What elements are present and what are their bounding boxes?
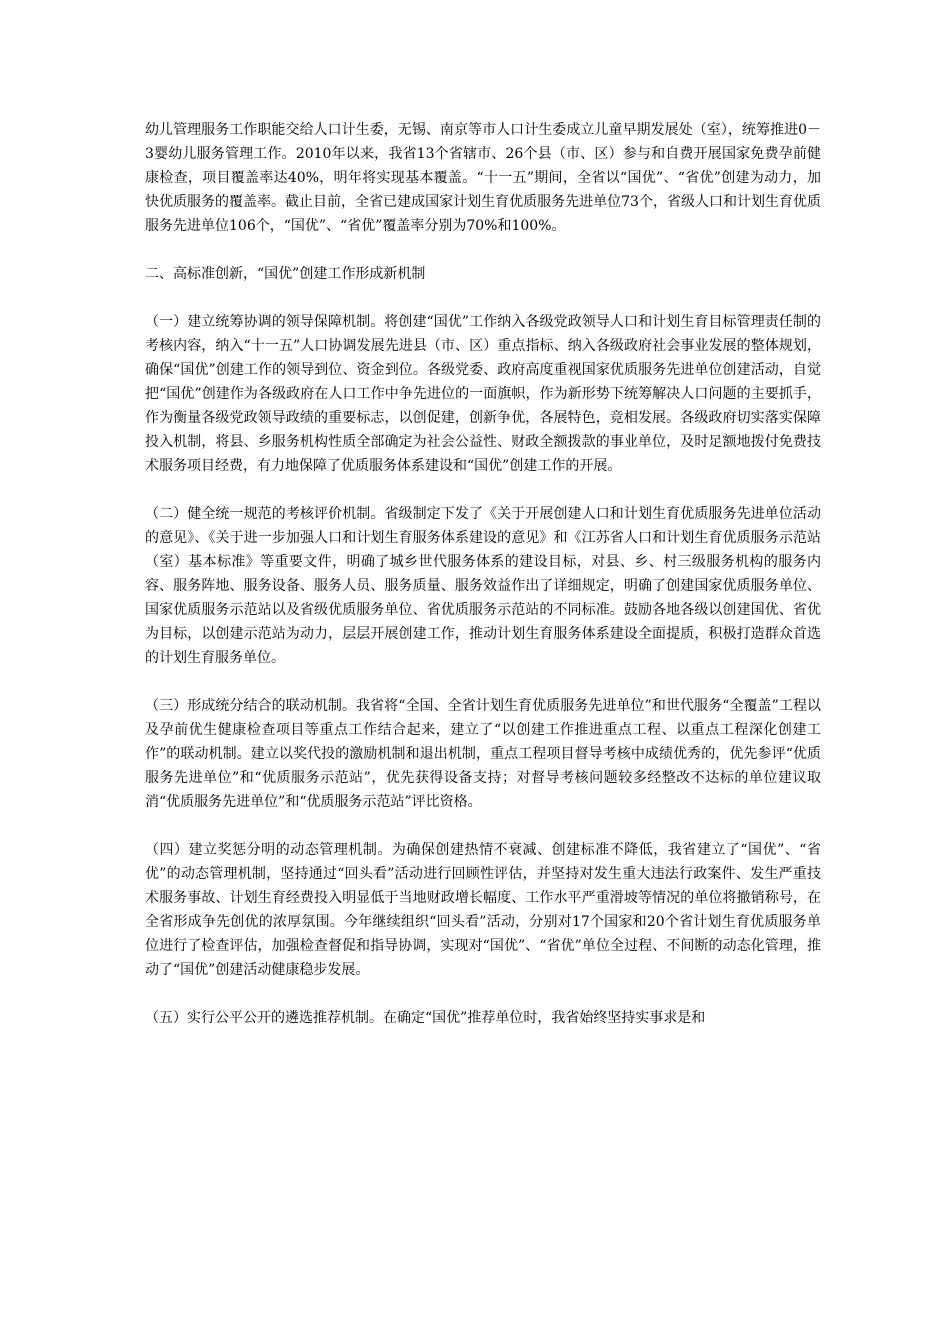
paragraph-item-4: （四）建立奖惩分明的动态管理机制。为确保创建热情不衰减、创建标准不降低，我省建立了“国优”、“省优”的动态管理机制，坚持通过“回头看”活动进行回顾性评估，并坚持对发生重大违法行政案件、发生严重技术服务事故、计划生育经费投入明显低于当地财政增长幅度、工作水平严重滑坡等情况的单位将撤销称号，在全省形成争先创优的浓厚氛围。今年继续组织“回头看”活动，分别对17个国家和20个省计划生育优质服务单位进行了检查评估，加强检查督促和指导协调，实现对“国优”、“省优”单位全过程、不间断的动态化管理，推动了“国优”创建活动健康稳步发展。 (145, 842, 821, 978)
paragraph-item-5: （五）实行公平公开的遴选推荐机制。在确定“国优”推荐单位时，我省始终坚持实事求是和 (145, 1010, 706, 1026)
section-heading: 二、高标准创新，“国优”创建工作形成新机制 (145, 266, 426, 282)
document-page (145, 118, 821, 1030)
paragraph-item-3: （三）形成统分结合的联动机制。我省将“全国、全省计划生育优质服务先进单位”和世代服务“全覆盖”工程以及孕前优生健康检查项目等重点工作结合起来，建立了“以创建工作推进重点工程、以重点工程深化创建工作”的联动机制。建立以奖代投的激励机制和退出机制，重点工程项目督导考核中成绩优秀的，优先参评“优质服务先进单位”和“优质服务示范站”，优先获得设备支持；对督导考核问题较多经整改不达标的单位建议取消“优质服务先进单位”和“优质服务示范站”评比资格。 (145, 698, 821, 810)
paragraph-intro: 幼儿管理服务工作职能交给人口计生委，无锡、南京等市人口计生委成立儿童早期发展处（室），统筹推进0－3婴幼儿服务管理工作。2010年以来，我省13个省辖市、26个县（市、区）参与和自费开展国家免费孕前健康检查，项目覆盖率达40%，明年将实现基本覆盖。“十一五”期间，全省以“国优”、“省优”创建为动力，加快优质服务的覆盖率。截止目前，全省已建成国家计划生育优质服务先进单位73个，省级人口和计划生育优质服务先进单位106个，“国优”、“省优”覆盖率分别为70%和100%。 (145, 122, 821, 234)
paragraph-item-1: （一）建立统筹协调的领导保障机制。将创建“国优”工作纳入各级党政领导人口和计划生育目标管理责任制的考核内容，纳入“十一五”人口协调发展先进县（市、区）重点指标、纳入各级政府社会事业发展的整体规划，确保“国优”创建工作的领导到位、资金到位。各级党委、政府高度重视国家优质服务先进单位创建活动，自觉把“国优”创建作为各级政府在人口工作中争先进位的一面旗帜，作为新形势下统筹解决人口问题的主要抓手，作为衡量各级党政领导政绩的重要标志，以创促建，创新争优，各展特色，竞相发展。各级政府切实落实保障投入机制，将县、乡服务机构性质全部确定为社会公益性、财政全额拨款的事业单位，及时足额地拨付免费技术服务项目经费，有力地保障了优质服务体系建设和“国优”创建工作的开展。 (145, 314, 821, 474)
paragraph-item-2: （二）健全统一规范的考核评价机制。省级制定下发了《关于开展创建人口和计划生育优质服务先进单位活动的意见》、《关于进一步加强人口和计划生育服务体系建设的意见》和《江苏省人口和计划生育优质服务示范站（室）基本标准》等重要文件，明确了城乡世代服务体系的建设目标，对县、乡、村三级服务机构的服务内容、服务阵地、服务设备、服务人员、服务质量、服务效益作出了详细规定，明确了创建国家优质服务单位、国家优质服务示范站以及省级优质服务单位、省优质服务示范站的不同标准。鼓励各地各级以创建国优、省优为目标，以创建示范站为动力，层层开展创建工作，推动计划生育服务体系建设全面提质，积极打造群众首选的计划生育服务单位。 (145, 506, 821, 666)
